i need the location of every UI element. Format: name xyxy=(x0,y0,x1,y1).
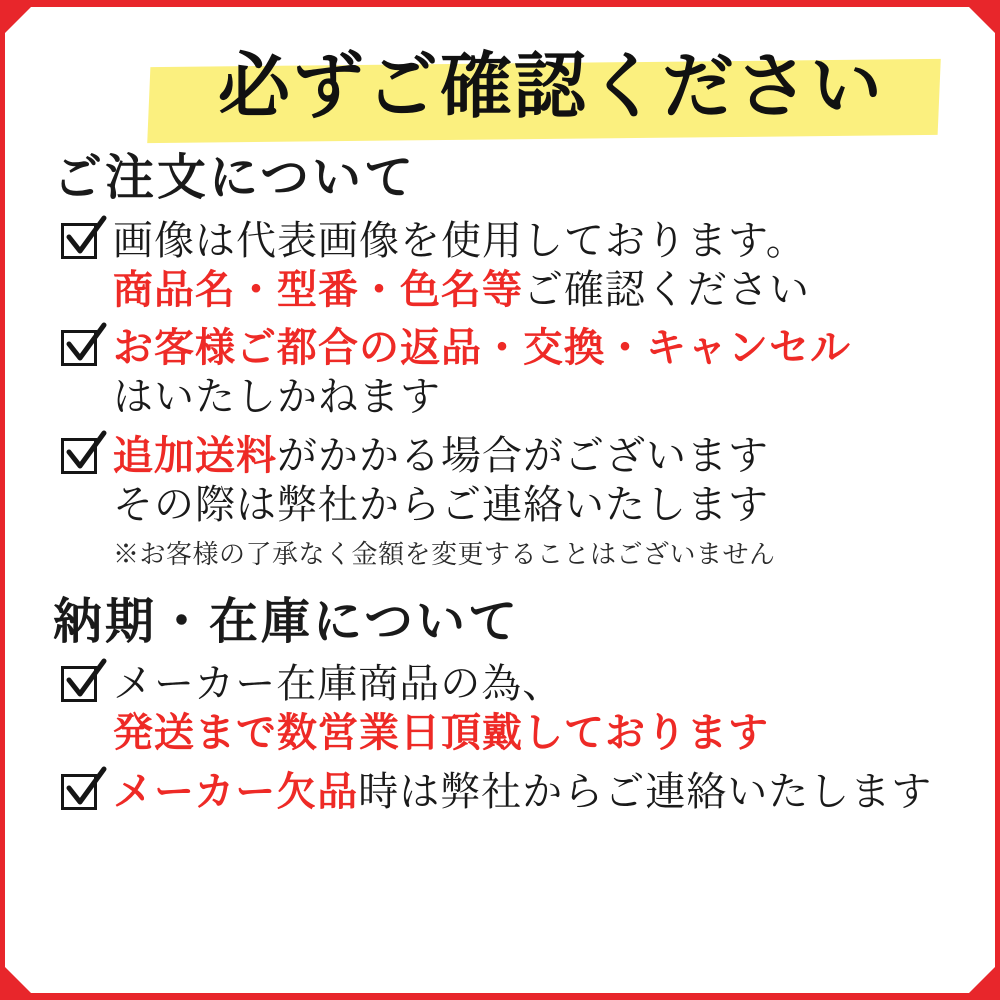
checklist-item-line xyxy=(113,481,957,530)
body-text: その際は弊社からご連絡いたします xyxy=(113,481,769,527)
checklist-item xyxy=(61,432,957,571)
checkbox-checked-icon xyxy=(61,774,103,816)
checklist-item-text xyxy=(113,768,957,817)
section-heading: ご注文について xyxy=(53,150,417,205)
checklist-item xyxy=(61,660,957,758)
emphasis-text: メーカー欠品 xyxy=(113,769,359,814)
checkbox-checked-icon xyxy=(61,223,103,265)
checklist-item-text xyxy=(113,432,957,571)
checkbox-checked-icon xyxy=(61,666,103,708)
section-heading: 納期・在庫について xyxy=(53,593,521,649)
checklist-item xyxy=(61,324,957,422)
checklist-item-line xyxy=(113,432,957,481)
page-title-text: 必ずご確認ください xyxy=(217,47,884,127)
body-text: メーカー在庫商品の為、 xyxy=(113,661,564,707)
checklist-item-text xyxy=(113,217,957,315)
checklist-item-line xyxy=(113,217,957,266)
emphasis-text: 追加送料 xyxy=(113,433,277,478)
checkbox-checked-icon xyxy=(61,438,103,480)
body-text: 画像は代表画像を使用しております。 xyxy=(113,217,807,263)
checklist-item-text xyxy=(113,660,957,758)
checklist-item-text xyxy=(113,324,957,422)
checkbox-checked-icon xyxy=(61,330,103,372)
emphasis-text: 発送まで数営業日頂戴しております xyxy=(113,710,769,756)
checklist-item xyxy=(61,217,957,315)
body-text: 時は弊社からご連絡いたします xyxy=(358,769,933,814)
notice-content xyxy=(5,7,995,993)
checklist-item-line xyxy=(113,709,957,758)
page-title xyxy=(43,29,957,141)
checklist-item-line xyxy=(113,324,957,373)
emphasis-text: お客様ご都合の返品・交換・キャンセル xyxy=(113,325,851,371)
body-text: ご確認ください xyxy=(523,266,810,312)
body-text: はいたしかねます xyxy=(113,374,441,420)
body-text: がかかる場合がございます xyxy=(277,433,769,478)
checklist-item-line xyxy=(113,660,957,709)
checklist-item-line xyxy=(113,373,957,422)
emphasis-text: 商品名・型番・色名等 xyxy=(113,266,523,312)
checklist-item xyxy=(61,768,957,817)
checklist-item-note: ※お客様の了承なく金額を変更することはございません xyxy=(113,539,776,569)
sections-root xyxy=(43,149,957,817)
checklist-item-line xyxy=(113,266,957,315)
checklist-item-line xyxy=(113,768,957,817)
